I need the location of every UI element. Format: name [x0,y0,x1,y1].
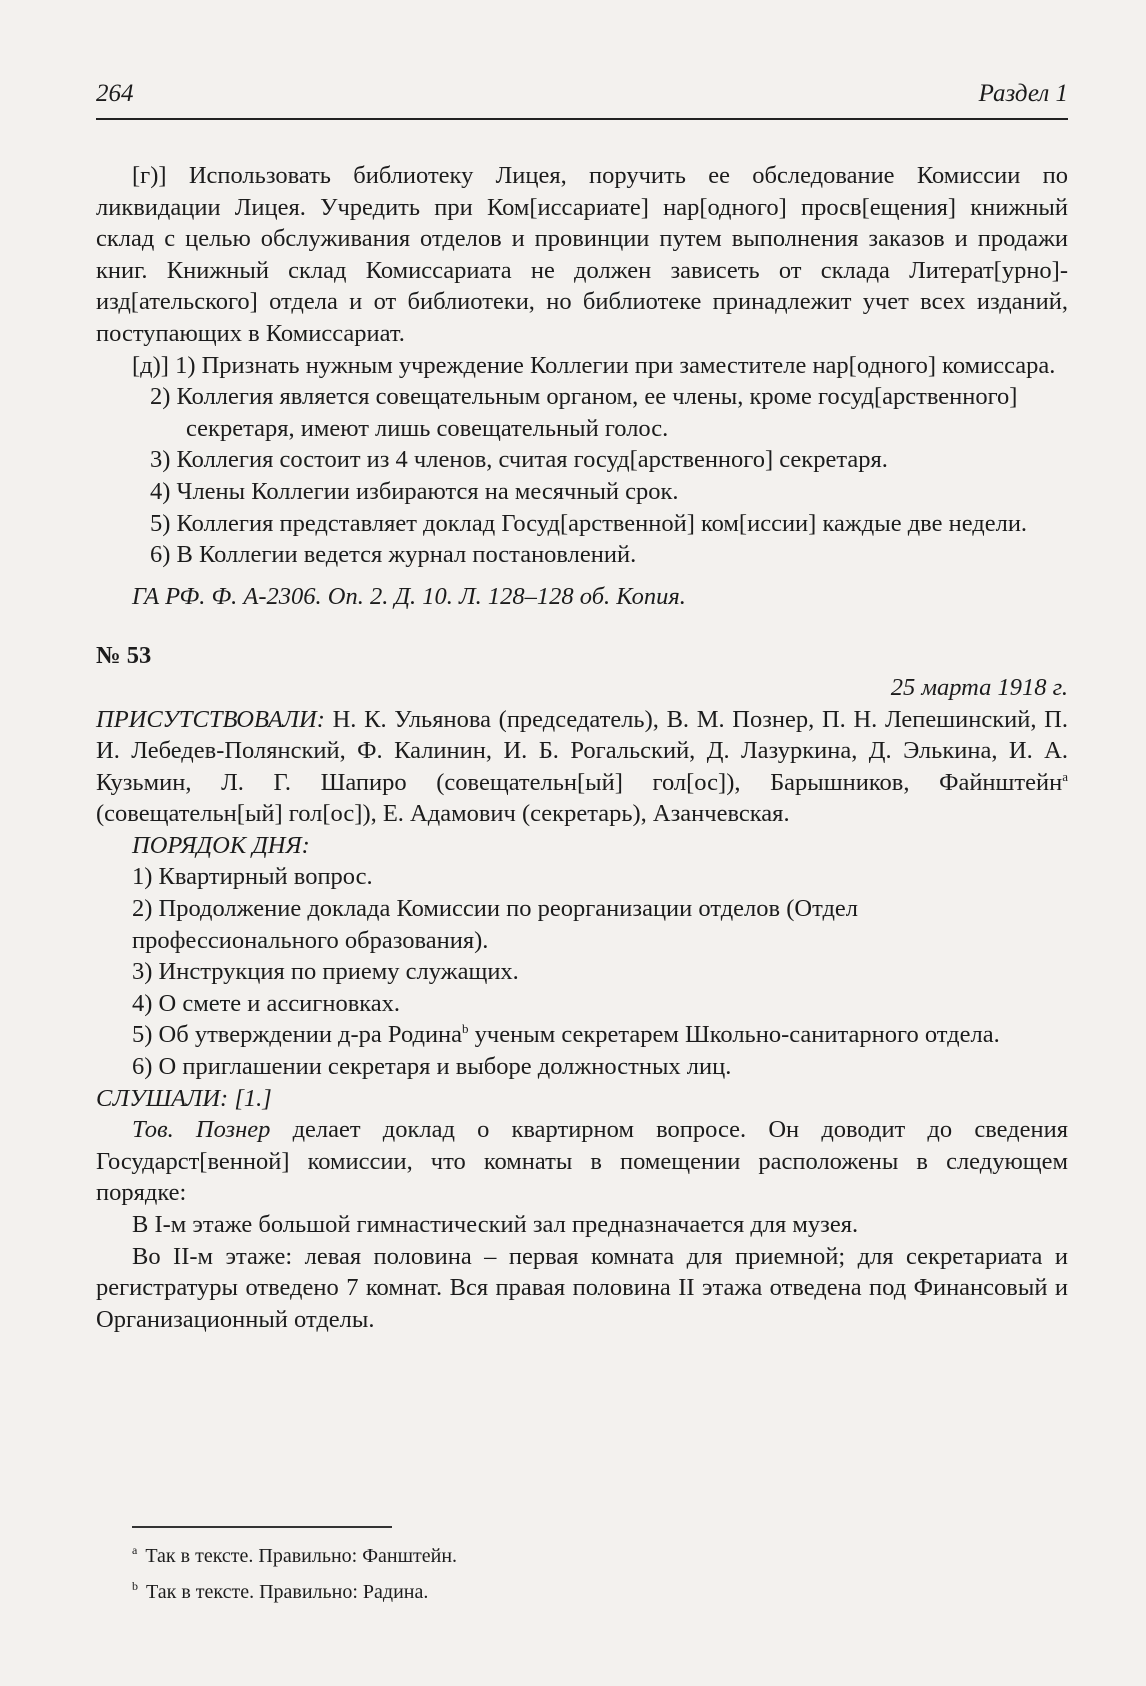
speaker-name: Тов. Познер [132,1116,271,1144]
collegium-item: 2) Коллегия является совещательным органом, ее члены, кроме госуд[арственного] секретаря, имеют лишь совещательный голос. [150,383,1018,442]
heard-label: СЛУШАЛИ: [1.] [96,1084,272,1112]
footnote-mark-a: a [132,1543,138,1558]
agenda-item [96,1019,1068,1051]
attendees-text-cont: (совещательн[ый] гол[ос]), Е. Адамович (секретарь), Азанчевская. [96,800,790,828]
floor-2-paragraph: Во II-м этаже: левая половина – первая комната для приемной; для секретариата и регистратуры отведено 7 комнат. Вся правая половина II этажа отведена под Финансовый и Организационный отделы. [96,1242,1068,1333]
paragraph-d: [д)] 1) Признать нужным учреждение Коллегии при заместителе нар[одного] комиссара. [132,351,1056,379]
agenda-item: 3) Инструкция по приему служащих. [132,958,519,986]
footnote-ref-b: b [462,1021,469,1037]
heard-text: делает доклад о квартирном вопросе. Он доводит до сведения Государст[венной] комиссии, что комнаты в помещении расположены в следующем порядке: [96,1116,1068,1207]
floor-1-paragraph: В I-м этаже большой гимнастический зал предназначается для музея. [132,1211,859,1238]
agenda-item-5-text: 5) Об утверждении д-ра Родина [132,1021,463,1049]
footnote-a [132,1538,1032,1574]
document-number: № 53 [96,642,152,670]
agenda-item: 6) О приглашении секретаря и выборе должностных лиц. [132,1053,732,1081]
footnote-rule [132,1526,392,1528]
document-date: 25 марта 1918 г. [890,673,1068,701]
agenda-item: 2) Продолжение доклада Комиссии по реорганизации отделов (Отдел профессионального образования). [132,895,859,954]
archive-source: ГА РФ. Ф. А-2306. Оп. 2. Д. 10. Л. 128–128 об. Копия. [132,582,686,610]
attendees-text: Н. К. Ульянова (председатель), В. М. Познер, П. Н. Лепешинский, П. И. Лебедев-Полянский, Ф. Калинин, И. Б. Рогальский, Д. Лазуркина, Д. Элькина, И. А. Кузьмин, Л. Г. Шапиро (совещательн[ый] гол[ос]), Барышников, Файнштейн [96,705,1068,796]
section-title: Раздел 1 [978,80,1068,107]
footnote-a-text: Так в тексте. Правильно: Фанштейн. [145,1545,458,1567]
footnotes [132,1538,1032,1610]
page-number: 264 [96,80,134,107]
attendees-paragraph [96,704,1068,830]
header-rule [96,118,1068,120]
agenda-label: ПОРЯДОК ДНЯ: [132,831,310,859]
attendees-label: ПРИСУТСТВОВАЛИ: [96,705,325,733]
collegium-item: 4) Члены Коллегии избираются на месячный срок. [150,477,679,505]
footnote-b-text: Так в тексте. Правильно: Радина. [146,1581,429,1603]
page-header [96,80,1068,120]
heard-paragraph [96,1114,1068,1209]
footnote-mark-b: b [132,1579,138,1594]
paragraph-g: [г)] Использовать библиотеку Лицея, поручить ее обследование Комиссии по ликвидации Лицея. Учредить при Ком[иссариате] нар[одного] просв[ещения] книжный склад с целью обслуживания отделов и провинции путем выполнения заказов и продажи книг. Книжный склад Комиссариата не должен зависеть от склада Литерат[урно]-изд[ательского] отдела и от библиотеки, но библиотеке принадлежит учет всех изданий, поступающих в Комиссариат. [96,162,1068,347]
collegium-item: 5) Коллегия представляет доклад Госуд[арственной] ком[иссии] каждые две недели. [150,509,1028,537]
footnote-ref-a: a [1062,768,1068,784]
page-body [96,160,1068,1335]
agenda-item: 4) О смете и ассигновках. [132,989,401,1017]
collegium-item: 3) Коллегия состоит из 4 членов, считая госуд[арственного] секретаря. [150,446,888,474]
collegium-item: 6) В Коллегии ведется журнал постановлений. [150,541,637,569]
footnote-b [132,1574,1032,1610]
agenda-item-5-text-cont: ученым секретарем Школьно-санитарного отдела. [468,1021,1000,1049]
agenda-item: 1) Квартирный вопрос. [132,863,373,891]
